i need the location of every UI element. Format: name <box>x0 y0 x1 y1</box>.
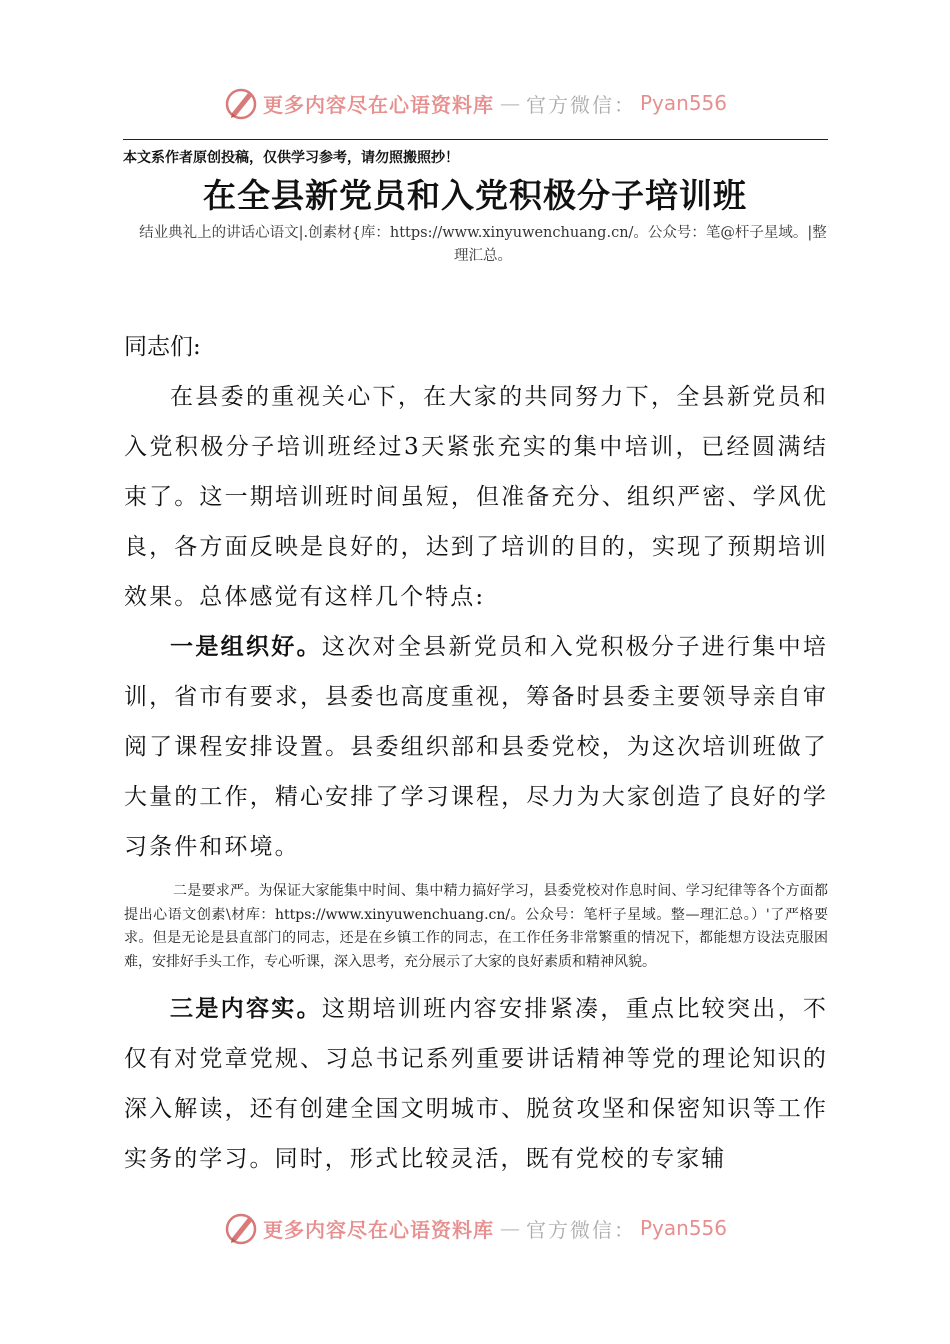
pen-circle-logo-icon <box>223 1210 259 1246</box>
banner-slogan: 更多内容尽在心语资料库 <box>262 92 494 117</box>
paragraph-content-text: 这期培训班内容安排紧凑，重点比较突出，不仅有对党章党规、习总书记系列重要讲话精神等党的理论知识的深入解读，还有创建全国文明城市、脱贫攻坚和保密知识等工作实务的学习。同时，形式比较灵活，既有党校的专家辅 <box>124 996 829 1172</box>
footer-slogan: 更多内容尽在心语资料库 <box>262 1217 494 1242</box>
paragraph-content <box>124 984 828 1184</box>
pen-circle-logo-icon <box>223 85 259 121</box>
paragraph-organization-text: 这次对全县新党员和入党积极分子进行集中培训，省市有要求，县委也高度重视，筹备时县委主要领导亲自审阅了课程安排设置。县委组织部和县委党校，为这次培训班做了大量的工作，精心安排了学习课程，尽力为大家创造了良好的学习条件和环境。 <box>124 634 829 860</box>
paragraph-requirements: 二是要求严。为保证大家能集中时间、集中精力搞好学习，县委党校对作息时间、学习纪律等各个方面都提出心语文创素\材库：https://www.xinyuwenchuang.cn/。公众号：笔杆子星域。整—理汇总。）'了严格要求。但是无论是县直部门的同志，还是在乡镇工作的同志，在工作任务非常繁重的情况下，都能想方设法克服困难，安排好手头工作，专心听课，深入思考，充分展示了大家的良好素质和精神风貌。 <box>124 883 828 970</box>
footer-official-label: 官方微信： <box>525 1217 636 1242</box>
footer-banner <box>0 1203 950 1253</box>
footer-separator: — <box>499 1216 520 1240</box>
paragraph-content-lead: 三是内容实。 <box>170 995 322 1022</box>
header-divider <box>123 139 828 140</box>
document-body <box>124 322 828 1184</box>
banner-official-label: 官方微信： <box>525 92 636 117</box>
page-subtitle: 结业典礼上的讲话心语文|.创素材{库：https://www.xinyuwenchuang.cn/。公众号：笔@杆子星域。|整理汇总。 <box>139 225 827 264</box>
paragraph-intro: 在县委的重视关心下，在大家的共同努力下，全县新党员和入党积极分子培训班经过3天紧张充实的集中培训，已经圆满结束了。这一期培训班时间虽短，但准备充分、组织严密、学风优良，各方面反映是良好的，达到了培训的目的，实现了预期培训效果。总体感觉有这样几个特点: <box>124 384 828 610</box>
copyright-notice: 本文系作者原创投稿，仅供学习参考，请勿照搬照抄！ <box>123 150 459 166</box>
footer-wechat-id: Pyan556 <box>639 1216 727 1240</box>
banner-separator: — <box>499 91 520 115</box>
paragraph-organization <box>124 622 828 872</box>
banner-wechat-id: Pyan556 <box>639 91 727 115</box>
paragraph-organization-lead: 一是组织好。 <box>170 633 322 660</box>
page-title: 在全县新党员和入党积极分子培训班 <box>203 176 747 215</box>
header-banner <box>0 78 950 128</box>
salutation: 同志们: <box>124 334 201 360</box>
